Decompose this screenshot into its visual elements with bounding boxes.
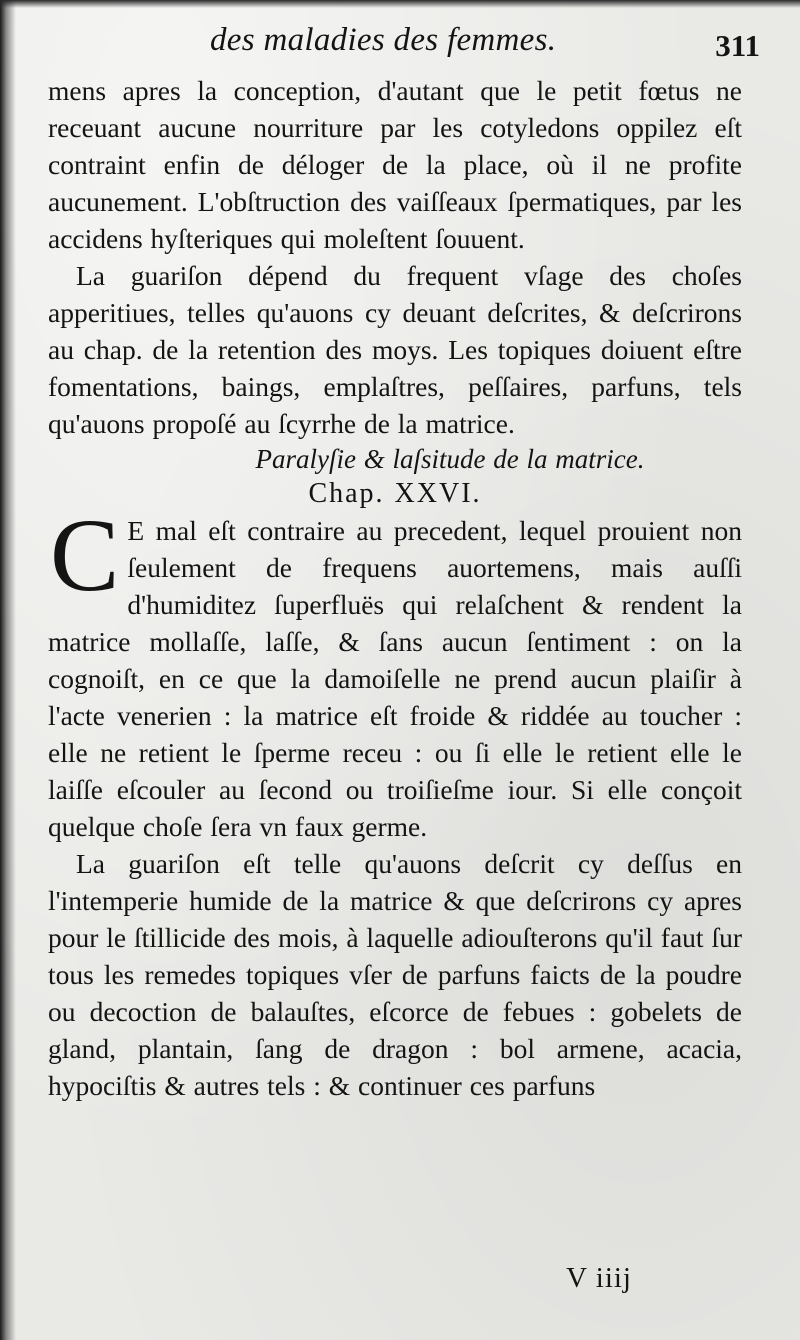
page-header [50, 22, 760, 70]
page-number: 311 [715, 28, 760, 63]
paragraph-treatment: La guariſon dépend du frequent vſage des choſes apperitiues, telles qu'auons cy deuant deſcrites, & deſcrirons au chap. de la retention des moys. Les topiques doiuent eſtre fomentations, baings, emplaſtres, peſſaires, parfuns, tels qu'auons propoſé au ſcyrrhe de la matrice. [48, 260, 742, 439]
chapter-title: Paralyſie & laſsitude de la matrice. [255, 444, 645, 474]
chapter-first-paragraph-text: E mal eſt contraire au precedent, lequel prouient non ſeulement de frequens auortemens, mais auſſi d'humiditez ſuperfluës qui relaſchent & rendent la matrice mollaſſe, laſſe, & ſans aucun ſentiment : on la cognoiſt, en ce que la damoiſelle ne prend aucun plaiſir à l'acte venerien : la matrice eſt froide & riddée au toucher : elle ne retient le ſperme receu : ou ſi elle le retient elle le laiſſe eſcouler au ſecond ou troiſieſme iour. Si elle conçoit quelque choſe ſera vn faux germe. [48, 515, 742, 842]
page-top-shadow [0, 0, 800, 8]
signature-mark: V iiij [566, 1262, 632, 1294]
drop-cap: C [50, 498, 120, 613]
chapter-first-paragraph [48, 498, 742, 845]
running-head: des maladies des femmes. [210, 22, 557, 58]
page-binding-shadow [0, 0, 16, 1340]
chapter-second-paragraph: La guariſon eſt telle qu'auons deſcrit cy deſſus en l'intemperie humide de la matrice & que deſcrirons cy apres pour le ſtillicide des mois, à laquelle adiouſterons qu'il faut ſur tous les remedes topiques vſer de parfuns faicts de la poudre ou decoction de balauſtes, eſcorce de febues : gobelets de gland, plantain, ſang de dragon : bol armene, acacia, hypociſtis & autres tels : & continuer ces parfuns [48, 848, 742, 1101]
paragraph-continued: mens apres la conception, d'autant que le petit fœtus ne receuant aucune nourriture par les cotyledons oppilez eſt contraint enfin de déloger de la place, où il ne profite aucunement. L'obſtruction des vaiſſeaux ſpermatiques, par les accidens hyſteriques qui moleſtent ſouuent. [48, 75, 742, 254]
chapter-number: Chap. XXVI. [308, 478, 482, 509]
main-text [48, 72, 742, 1104]
